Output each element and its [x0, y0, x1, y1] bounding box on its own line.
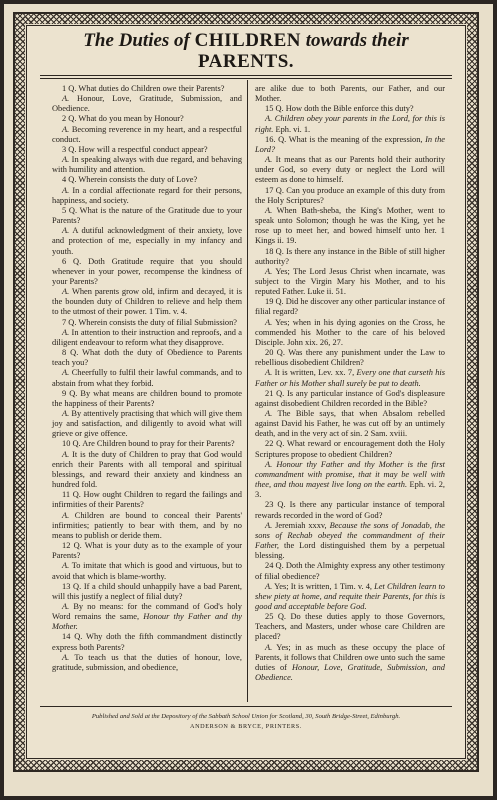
answer-label: A. [265, 266, 273, 276]
answer-paragraph [52, 287, 242, 317]
answer-text: A dutiful acknowledgment of their anxiety, love and protection of me, especially in my infancy and youth. [52, 226, 242, 256]
question-text: 3 Q. How will a respectful conduct appear? [62, 144, 208, 154]
answer-text: Eph. vi. 2, 3. [255, 480, 445, 500]
answer-label: A. [265, 368, 273, 378]
answer-label: A. [62, 185, 70, 195]
question-paragraph [52, 114, 242, 124]
answer-label: A. [265, 581, 273, 591]
footer-rule [40, 706, 452, 707]
question-paragraph [255, 186, 445, 206]
answer-paragraph [255, 114, 445, 134]
question-paragraph [52, 490, 242, 510]
answer-text: Yes; The Lord Jesus Christ when incarnate, was subject to the Virgin Mary his Mother, and to his reputed Father. Luke ii. 51. [255, 266, 445, 297]
answer-paragraph [255, 206, 445, 247]
question-text: 17 Q. Can you produce an example of this duty from the Holy Scriptures? [255, 185, 445, 205]
answer-text: Honour, Love, Gratitude, Submission, and Obedience. [52, 94, 242, 114]
question-paragraph [255, 561, 445, 581]
answer-label: A. [62, 510, 70, 520]
question-paragraph [255, 612, 445, 642]
answer-paragraph [255, 155, 445, 185]
answer-text: It is written, Lev. xx. 7, [274, 368, 357, 378]
answer-label: A. [62, 327, 70, 337]
ornamental-border-bottom [15, 760, 477, 770]
question-paragraph [52, 145, 242, 155]
question-paragraph [255, 439, 445, 459]
answer-paragraph [255, 643, 445, 684]
answer-paragraph [52, 653, 242, 673]
question-paragraph [52, 206, 242, 226]
answer-paragraph [52, 511, 242, 541]
question-text: 25 Q. Do these duties apply to those Governors, Teachers, and Masters, under whose care Children are placed? [255, 612, 445, 642]
answer-label: A. [62, 368, 70, 378]
question-text: 24 Q. Doth the Almighty express any other testimony of filial obedience? [255, 561, 445, 581]
question-paragraph [255, 297, 445, 317]
page-title [30, 30, 462, 72]
question-paragraph [255, 247, 445, 267]
answer-italic-text: Every one that curseth his Father or his Mother shall surely be put to death. [255, 368, 446, 388]
answer-italic-text: Honour, Love, Gratitude, Submission, and Obedience. [255, 662, 445, 683]
question-text: 11 Q. How ought Children to regard the failings and infirmities of their Parents? [52, 490, 242, 510]
question-paragraph [52, 175, 242, 185]
printer-line: ANDERSON & BRYCE, PRINTERS. [190, 723, 302, 730]
question-text: 6 Q. Doth Gratitude require that you should whenever in your power, recompense the kindness of your Parents? [52, 256, 242, 286]
answer-paragraph [255, 460, 445, 501]
answer-label: A. [62, 601, 70, 611]
question-text: 5 Q. What is the nature of the Gratitude due to your Parents? [52, 205, 242, 226]
answer-tail-text: the Lord distinguished them by a perpetual blessing. [255, 541, 445, 561]
question-text: 4 Q. Wherein consists the duty of Love? [62, 175, 198, 185]
answer-text: By attentively practising that which will give them joy and satisfaction, and diligently to avoid what will grieve or give offence. [52, 409, 243, 439]
question-text: 9 Q. By what means are children bound to promote the happiness of their Parents? [52, 388, 242, 408]
question-paragraph [255, 500, 445, 520]
answer-paragraph [255, 409, 445, 439]
question-text: 20 Q. Was there any punishment under the Law to rebellious disobedient Children? [255, 348, 445, 368]
answer-text: It is the duty of Children to pray that God would enrich their Parents with all temporal and spiritual blessings, and reward their anxiety and kindness an hundred fold. [52, 449, 242, 490]
question-paragraph [52, 632, 242, 652]
answer-paragraph [52, 409, 242, 439]
answer-label: A. [265, 205, 273, 215]
answer-paragraph [52, 561, 242, 581]
answer-paragraph [52, 155, 242, 175]
question-paragraph [255, 135, 445, 155]
answer-label: A. [62, 287, 70, 297]
answer-paragraph [255, 582, 445, 612]
answer-text: When parents grow old, infirm and decayed, it is the bounden duty of Children to relieve and help them to the utmost of their power. 1 Tim. v. 4. [52, 287, 242, 317]
ornamental-border-right [467, 14, 477, 770]
answer-text: Yes; It is written, 1 Tim. v. 4, [274, 581, 375, 591]
answer-label: A. [62, 652, 70, 662]
question-text: 14 Q. Why doth the fifth commandment distinctly express both Parents? [52, 632, 242, 652]
answer-italic-text: Honour thy Father and thy Mother. [52, 612, 242, 632]
right-column [255, 84, 445, 683]
answer-text: In speaking always with due regard, and behaving with humility and attention. [52, 155, 243, 175]
ornamental-border-left [15, 14, 25, 770]
title-rule-upper [40, 75, 452, 76]
answer-text: The Bible says, that when Absalom rebelled against David his Father, he was cut off by an untimely death, and in the very act of sin. 2 Sam. xviii. [255, 409, 445, 439]
title-caps: CHILDREN [194, 30, 302, 51]
answer-text: To teach us that the duties of honour, love, gratitude, submission, and obedience, [52, 652, 242, 672]
title-prefix: The Duties of [83, 30, 190, 51]
answer-label: A. [265, 520, 273, 530]
question-paragraph [52, 541, 242, 561]
answer-paragraph [255, 368, 445, 388]
answer-text: Becoming reverence in my heart, and a respectful conduct. [52, 124, 243, 144]
answer-text: Yes; in as much as these occupy the place of Parents, it follows that Children owe unto such the same duties of [255, 642, 445, 672]
answer-italic-text: Because the sons of Jonadab, the sons of Rechab obeyed the commandment of their Father, [255, 520, 446, 551]
left-column [52, 84, 242, 673]
answer-paragraph [52, 186, 242, 206]
title-line-2: PARENTS. [197, 51, 295, 72]
question-text: 23 Q. Is there any particular instance of temporal rewards recorded in the word of God? [255, 500, 445, 520]
answer-paragraph [52, 368, 242, 388]
question-text: 7 Q. Wherein consists the duty of filial Submission? [62, 317, 238, 327]
question-paragraph [255, 348, 445, 368]
answer-text: By no means: for the command of God's holy Word remains the same, [52, 601, 242, 622]
title-suffix: towards their [305, 30, 409, 51]
answer-text: Jeremiah xxxv, [275, 520, 330, 530]
answer-label: A. [62, 409, 70, 418]
answer-paragraph [255, 318, 445, 348]
answer-text: Children are bound to conceal their Parents' infirmities; patiently to bear with them, and by no means to publish or deride them. [52, 510, 242, 540]
answer-paragraph [255, 267, 445, 297]
answer-label: A. [62, 94, 70, 104]
question-paragraph [52, 257, 242, 287]
question-paragraph [52, 84, 242, 94]
question-text: 15 Q. How doth the Bible enforce this duty? [265, 104, 414, 114]
ornamental-border-top [15, 14, 477, 24]
answer-text: Eph. vi. 1. [273, 124, 311, 134]
question-italic-text: In the Lord? [255, 134, 445, 154]
answer-paragraph [52, 328, 242, 348]
answer-label: A. [62, 561, 70, 571]
answer-label: A. [62, 449, 70, 459]
answer-paragraph [52, 94, 242, 114]
answer-text: In a cordial affectionate regard for their persons, happiness, and society. [52, 185, 243, 205]
column-divider [247, 80, 248, 702]
question-paragraph [255, 389, 445, 409]
question-text: 12 Q. What is your duty as to the example of your Parents? [52, 541, 242, 561]
continued-paragraph [255, 84, 445, 104]
question-paragraph [52, 348, 242, 368]
question-text: 13 Q. If a child should unhappily have a bad Parent, will this justify a neglect of filial duty? [52, 581, 242, 601]
question-text: 18 Q. Is there any instance in the Bible of still higher authority? [255, 246, 445, 266]
question-text: 1 Q. What duties do Children owe their Parents? [62, 84, 225, 93]
question-paragraph [52, 439, 242, 449]
answer-label: A. [265, 409, 273, 418]
answer-label: A. [265, 155, 273, 165]
answer-label: A. [62, 226, 70, 236]
question-text: 8 Q. What doth the duty of Obedience to Parents teach you? [52, 348, 242, 368]
answer-paragraph [255, 521, 445, 562]
question-paragraph [52, 318, 242, 328]
answer-italic-text: Children obey your parents in the Lord, for this is right. [255, 114, 445, 134]
question-text: 19 Q. Did he discover any other particular instance of filial regard? [255, 297, 446, 317]
answer-paragraph [52, 125, 242, 145]
continued-text: are alike due to both Parents, our Father, and our Mother. [255, 84, 445, 104]
title-rule-lower [40, 78, 452, 79]
answer-text: It means that as our Parents hold their authority under God, so every duty or neglect the Lord will esteem as done to himself. [255, 155, 446, 185]
question-paragraph [52, 582, 242, 602]
answer-italic-text: Let Children learn to shew piety at home, and requite their Parents, for this is good and acceptable before God. [255, 581, 445, 611]
publisher-line: Published and Sold at the Depository of the Sabbath School Union for Scotland, 30, South Bridge-Street, Edinburgh. [91, 713, 401, 720]
question-text: 16. Q. What is the meaning of the expression, [265, 134, 426, 144]
answer-label: A. [62, 124, 70, 134]
answer-text: Cheerfully to fulfil their lawful commands, and to abstain from what they forbid. [52, 368, 242, 388]
question-text: 22 Q. What reward or encouragement doth the Holy Scriptures propose to obedient Children? [255, 439, 445, 459]
answer-text: To imitate that which is good and virtuous, but to avoid that which is blame-worthy. [52, 561, 242, 581]
answer-paragraph [52, 450, 242, 491]
answer-label: A. [62, 155, 70, 165]
question-text: 21 Q. Is any particular instance of God's displeasure against disobedient Children recorded in the Bible? [255, 388, 445, 408]
answer-label: A. [265, 642, 273, 652]
answer-text: In attention to their instruction and reproofs, and a diligent endeavour to reform what they disapprove. [52, 327, 242, 347]
answer-paragraph [52, 602, 242, 632]
question-paragraph [52, 389, 242, 409]
question-text: 10 Q. Are Children bound to pray for their Parents? [62, 439, 235, 449]
answer-italic-text: Honour thy Father and thy Mother is the first commandment with promise, that it may be well with thee, and thou mayest live long on the earth. [255, 459, 445, 490]
answer-text: When Bath-sheba, the King's Mother, went to speak unto Solomon; though he was the King, yet he rose up to meet her, and bowed himself unto her. 1 Kings ii. 19. [255, 205, 445, 246]
question-paragraph [255, 104, 445, 114]
answer-paragraph [52, 226, 242, 256]
answer-label: A. [265, 114, 273, 124]
answer-label: A. [265, 459, 273, 469]
question-text: 2 Q. What do you mean by Honour? [62, 114, 184, 124]
answer-text: Yes; when in his dying agonies on the Cross, he commended his Mother to the care of his beloved Disciple. John xix. 26, 27. [255, 317, 445, 347]
answer-label: A. [265, 317, 273, 327]
title-line-1 [30, 30, 462, 51]
